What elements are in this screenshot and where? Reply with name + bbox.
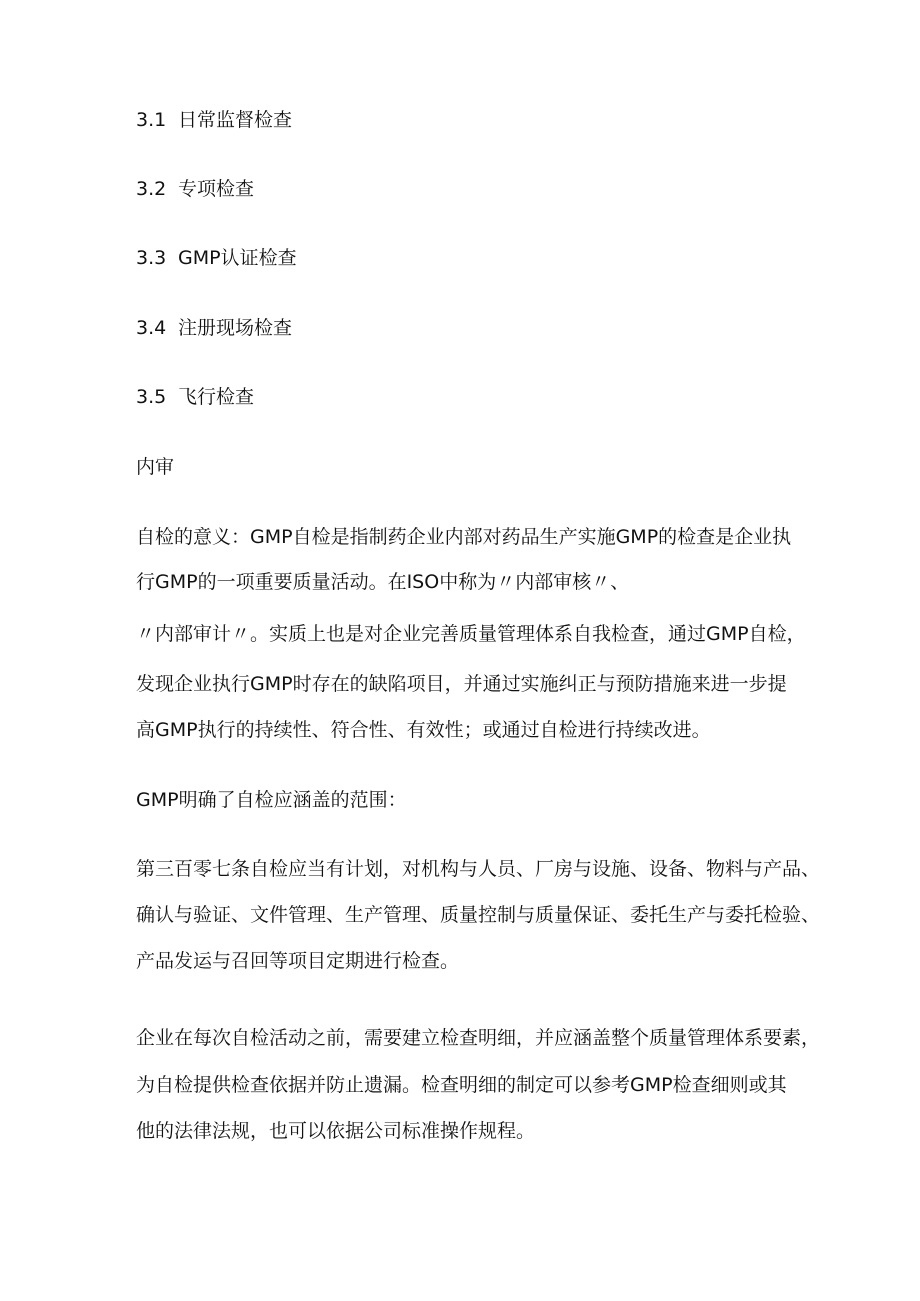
paragraph-line: 行GMP的一项重要质量活动。在ISO中称为〃内部审核〃、	[136, 571, 630, 593]
paragraph-line: 产品发运与召回等项目定期进行检查。	[136, 950, 460, 972]
paragraph-line: 高GMP执行的持续性、符合性、有效性；或通过自检进行持续改进。	[136, 719, 711, 741]
section-heading-3-1	[136, 108, 292, 132]
section-title: 飞行检查	[178, 386, 255, 408]
paragraph-line: 为自检提供检查依据并防止遗漏。检查明细的制定可以参考GMP检查细则或其	[136, 1074, 787, 1096]
paragraph-line: 确认与验证、文件管理、生产管理、质量控制与质量保证、委托生产与委托检验、	[136, 904, 821, 926]
section-title: 注册现场检查	[178, 317, 293, 339]
paragraph-line: 他的法律法规，也可以依据公司标准操作规程。	[136, 1120, 536, 1142]
section-title: 专项检查	[178, 178, 255, 200]
section-number: 3.1	[136, 109, 167, 131]
paragraph-line: 自检的意义：GMP自检是指制药企业内部对药品生产实施GMP的检查是企业执	[136, 526, 792, 548]
paragraph-line: 〃内部审计〃。实质上也是对企业完善质量管理体系自我检查，通过GMP自检，	[136, 623, 806, 645]
section-title: 日常监督检查	[178, 109, 293, 131]
paragraph-line: 第三百零七条自检应当有计划，对机构与人员、厂房与设施、设备、物料与产品、	[136, 858, 821, 880]
internal-audit-heading: 内审	[136, 456, 175, 478]
paragraph-line: 企业在每次自检活动之前，需要建立检查明细，并应涵盖整个质量管理体系要素，	[136, 1027, 821, 1049]
paragraph-line: 发现企业执行GMP时存在的缺陷项目，并通过实施纠正与预防措施来进一步提	[136, 673, 787, 695]
section-heading-3-3	[136, 246, 297, 270]
section-heading-3-4	[136, 316, 292, 340]
section-number: 3.4	[136, 317, 167, 339]
section-number: 3.3	[136, 247, 167, 269]
section-number: 3.2	[136, 178, 167, 200]
section-number: 3.5	[136, 386, 167, 408]
section-heading-3-2	[136, 177, 254, 201]
section-title: GMP认证检查	[178, 247, 297, 269]
scope-intro: GMP明确了自检应涵盖的范围：	[136, 789, 407, 811]
section-heading-3-5	[136, 385, 254, 409]
